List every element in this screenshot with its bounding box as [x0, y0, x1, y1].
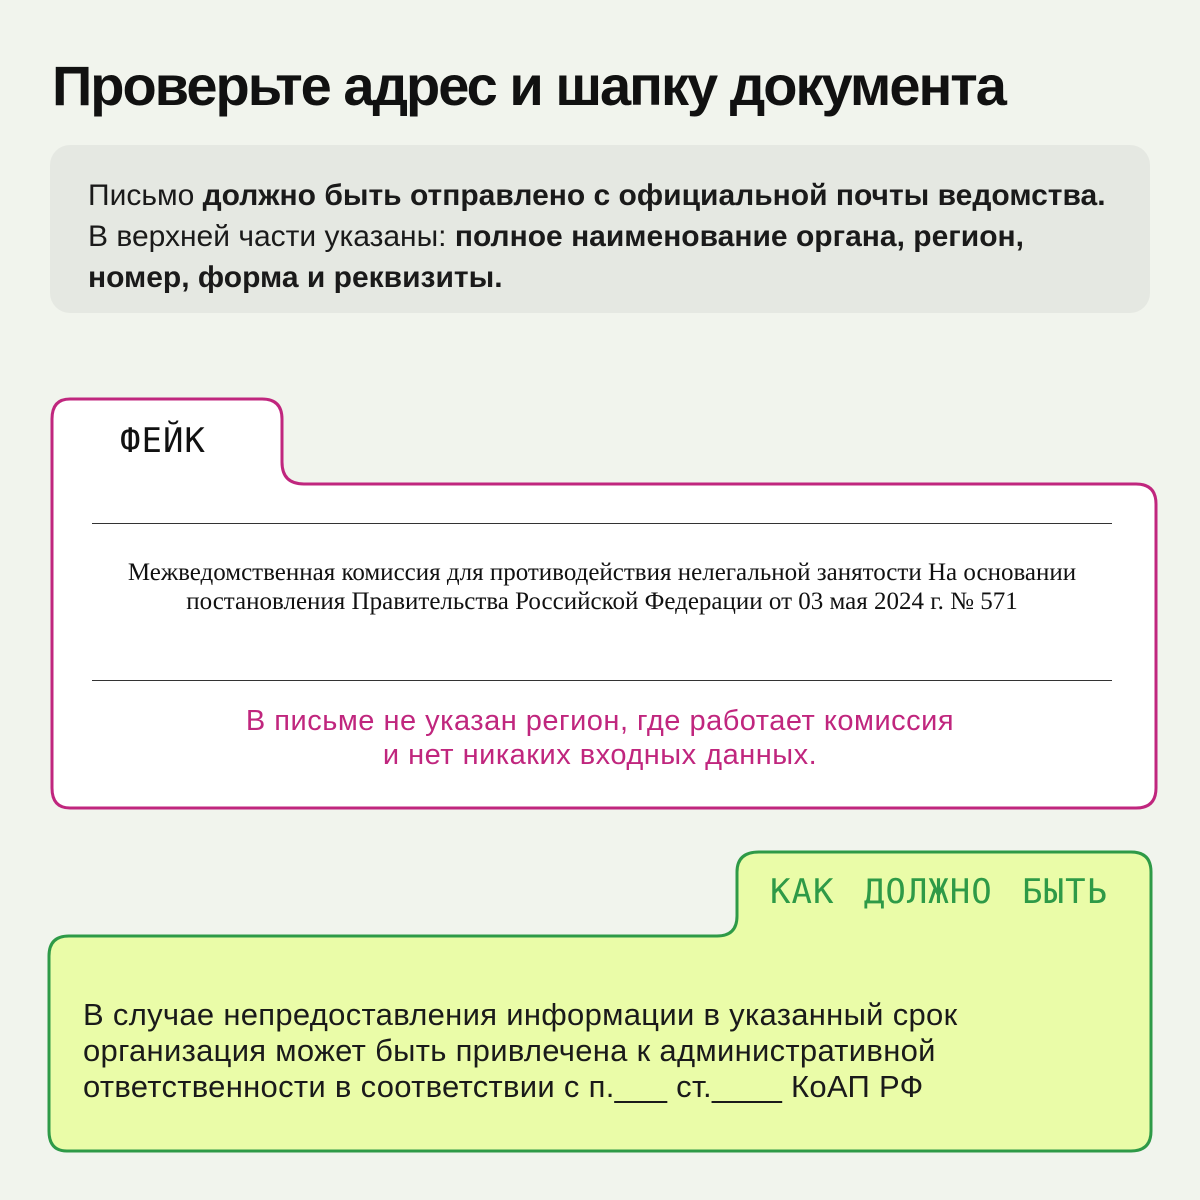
correct-label: КАК ДОЛЖНО БЫТЬ: [770, 872, 1109, 912]
info-text-bold2: полное наименование органа, регион, номер, форма и реквизиты.: [88, 220, 1024, 294]
info-box: [50, 145, 1150, 313]
info-text-bold1: должно быть отправлено с официальной почты ведомства.: [202, 179, 1106, 212]
info-text-part2: В верхней части указаны:: [88, 220, 455, 253]
correct-line3: ответственности в соответствии с п.___ ст.____ КоАП РФ: [83, 1069, 924, 1104]
correct-line2: организация может быть привлечена к административной: [83, 1033, 936, 1068]
divider-top: [92, 523, 1112, 524]
correct-example-card: [47, 850, 1153, 1153]
page-title: Проверьте адрес и шапку документа: [52, 54, 1005, 117]
info-text-part1: Письмо: [88, 179, 203, 212]
fake-label: ФЕЙК: [120, 421, 206, 461]
correct-line1: В случае непредоставления информации в указанный срок: [83, 997, 958, 1032]
fake-document-header: Межведомственная комиссия для противодействия нелегальной занятости На основании постановления Правительства Российской Федерации от 03 мая 2024 г. № 571: [127, 559, 1077, 615]
fake-note-line2: и нет никаких входных данных.: [382, 739, 818, 771]
correct-example-text: [83, 997, 1083, 1105]
divider-bottom: [92, 680, 1112, 681]
info-text: [88, 175, 1110, 298]
fake-warning-note: [100, 704, 1100, 772]
fake-note-line1: В письме не указан регион, где работает комиссия: [245, 705, 955, 737]
fake-example-card: [50, 397, 1158, 810]
